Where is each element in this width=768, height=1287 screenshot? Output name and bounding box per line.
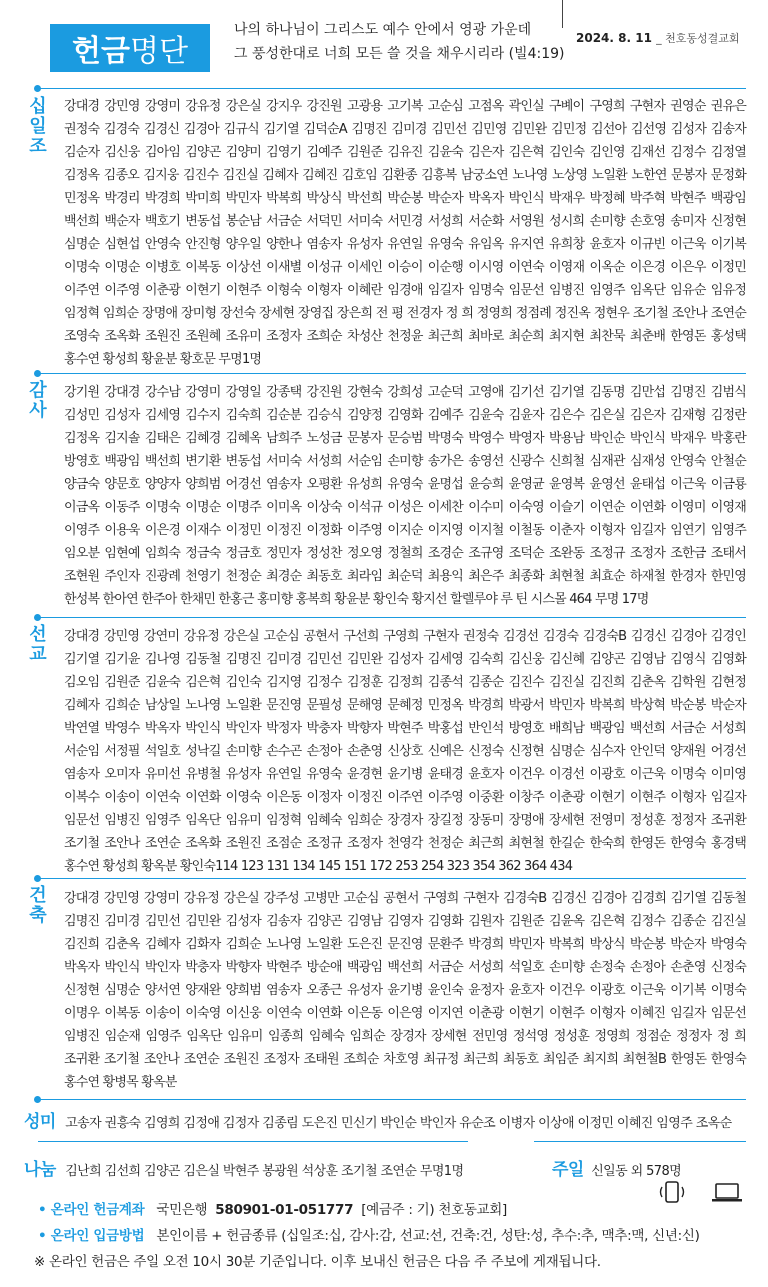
sunday-divider (534, 1141, 746, 1142)
online-method-text: 본인이름 + 헌금종류 (십일조:십, 감사:감, 선교:선, 건축:건, 성탄:성, 추수:추, 맥추:맥, 신년:신) (156, 1228, 700, 1244)
section-divider (38, 88, 746, 89)
header-divider (562, 0, 563, 28)
page-title-bold: 헌금 (72, 34, 130, 69)
sharing-title: 나눔 (24, 1160, 56, 1180)
section-divider (38, 1099, 746, 1100)
holy-rice-names: 고송자 권흥숙 김영희 김정애 김정자 김종림 도은진 민신기 박인순 박인자 유순조 이병자 이상애 이정민 이혜진 임영주 조옥순 (65, 1116, 732, 1131)
laptop-icon (710, 1180, 744, 1208)
building-section-title: 건 축 (29, 885, 47, 926)
online-notice: ※ 온라인 헌금은 주일 오전 10시 30분 기준입니다. 이후 보내신 헌금은 다음 주 주보에 게재됩니다. (34, 1254, 601, 1270)
online-account-row (38, 1198, 507, 1218)
mission-section-title: 선 교 (29, 624, 47, 665)
sunday-title: 주일 (552, 1160, 584, 1180)
scripture-verse (234, 18, 564, 66)
building-names: 강대경 강민영 강영미 강유정 강은실 강주성 고병만 고순심 공현서 구영희 구현자 김경숙B 김경신 김경아 김경희 김기열 김동철 김명진 김미경 김민선 김민완 김성자 김송자 김양곤 김영남 김영자 김영화 김원자 김원준 김윤옥 김은혁 김정수 김종순 김진실 김진희 김춘옥 김혜자 김화자 김희순 노나영 노일환 도은진 문진영 문환주 박경희 박민자 박복희 박상식 박순봉 박순자 박영숙 박옥자 박인식 박인자 박충자 박향자 박현주 방순애 백광임 백선희 서금순 서성희 석일호 손미향 손정숙 손정아 손춘영 신정숙 신정현 심명순 양서연 양재완 양희범 염송자 오종근 유성자 윤기병 윤인숙 윤정자 윤호자 이건우 이광호 이근욱 이기복 이명숙 이명우 이복동 이송이 이숙영 이신웅 이연숙 이연화 이은동 이은영 이지연 이춘광 이현기 이현주 이형자 이혜진 임길자 임문선 임병진 임순재 임영주 임옥단 임유미 임종희 임혜숙 임희순 장경자 장세현 전민영 정석영 정성훈 정영희 정점순 정정자 정 희 조귀환 조기철 조안나 조연순 조원진 조정자 조태원 조희순 차호영 최규정 최근희 최동호 최임준 최지희 최현철B 한영돈 한영숙 홍수연 황병목 황옥분 (64, 891, 746, 1090)
sharing-names: 김난희 김선희 김양곤 김은실 박현주 봉광원 석상훈 조기철 조연순 무명1명 (65, 1164, 464, 1179)
online-method-label: • 온라인 입금방법 (38, 1228, 145, 1244)
page-title (50, 24, 210, 72)
tithe-names: 강대경 강민영 강영미 강유정 강은실 강지우 강진원 고광용 고기복 고순심 고점옥 곽인실 구볘이 구영희 구현자 권영순 권유은 권정숙 김경숙 김경신 김경아 김규식 김기열 김덕순A 김명진 김미경 김민선 김민영 김민완 김민정 김선아 김선영 김성자 김송자 김순자 김신웅 김아임 김양곤 김양미 김영기 김예주 김원준 김유진 김윤숙 김은자 김은혁 김인숙 김인영 김재선 김정수 김정열 김정옥 김종오 김지웅 김진수 김진실 김혜자 김혜진 김호임 김환종 김흥복 남궁소연 노나영 노상영 노일환 노한연 문봉자 문정화 민정옥 박경리 박경희 박미희 박민자 박복희 박상식 박선희 박순봉 박순자 박옥자 박인식 박재우 박정혜 박주혁 박현주 백광임 백선희 백순자 백호기 변동섭 봉순남 서금순 서덕민 서미숙 서민경 서성희 서순화 서영원 성시희 손미향 손호영 송미자 신정현 심명순 심현섭 안영숙 안진형 양우일 양한나 염송자 유성자 유연일 유영숙 유임옥 유지연 유희창 윤호자 이규빈 이근욱 이기복 이명숙 이명순 이병호 이복동 이상선 이새별 이성규 이세인 이승이 이순행 이시영 이연숙 이영재 이옥순 이은경 이은우 이정민 이주연 이주영 이춘광 이현기 이현주 이형숙 이형자 이혜란 임경애 임길자 임명숙 임문선 임병진 임영주 임옥단 임유순 임유정 임정혁 임희순 장명애 장미형 장선숙 장세현 장영집 장은희 전 평 전경자 정 희 정영희 정점례 정진옥 정현우 조기철 조안나 조연순 조영숙 조옥화 조원진 조원혜 조유미 조정자 조희순 차성산 천정윤 최근희 최바로 최순희 최지현 최찬묵 최춘배 한영돈 홍성택 홍수연 황성희 황윤분 황호문 무명1명 (64, 99, 746, 367)
section-divider (38, 373, 746, 374)
thanks-section-title: 감 사 (29, 380, 47, 421)
section-divider (38, 617, 746, 618)
bulletin-date: 2024. 8. 11 _ 천호동성결교회 (576, 31, 740, 45)
holy-rice-title: 성미 (24, 1112, 56, 1132)
holy-rice-row (24, 1107, 732, 1132)
verse-line-1: 나의 하나님이 그리스도 예수 안에서 영광 가운데 (234, 22, 532, 38)
sunday-row (552, 1155, 681, 1180)
account-bank: 국민은행 (156, 1202, 208, 1218)
sharing-row (24, 1155, 463, 1180)
sunday-value: 신일동 외 578명 (591, 1164, 682, 1179)
account-number: 580901-01-051777 (215, 1202, 354, 1218)
tithe-section-title: 십 일 조 (29, 96, 47, 157)
thanks-names: 강기원 강대경 강수남 강영미 강영일 강종택 강진원 강현숙 강희성 고순덕 고영애 김기선 김기열 김동명 김만섭 김명진 김범식 김성민 김성자 김세영 김수지 김숙희 김순분 김승식 김양정 김영화 김예주 김윤숙 김윤자 김은수 김은실 김은자 김재형 김정란 김정옥 김지솔 김태은 김혜경 김혜옥 남희주 노성금 문봉자 문승범 박명숙 박영수 박영자 박용남 박인순 박인식 박재우 박홍란 방영호 백광임 백선희 변기환 변동섭 서미숙 서성희 서순임 손미향 송가은 송영선 신광수 신희철 심재관 심재성 안영숙 안철순 양금숙 양문호 양양자 양희범 어경선 염송자 오평환 유성희 유영숙 윤명섭 윤승희 윤영균 윤영복 윤영선 윤태섭 이근욱 이금룡 이금옥 이동주 이명숙 이명순 이명주 이미옥 이상숙 이석규 이성은 이세찬 이수미 이숙영 이슬기 이연순 이연화 이영미 이영재 이영주 이용욱 이은경 이재수 이정민 이정진 이정화 이주영 이지순 이지영 이지철 이철동 이춘자 이형자 임길자 임연기 임영주 임오분 임현예 임희숙 정금숙 정금호 정민자 정성찬 정오영 정철희 조경순 조규영 조덕순 조완동 조정규 조정자 조한금 조태서 조현원 주인자 진광례 천영기 천정순 최경순 최동호 최라임 최순덕 최용익 최은주 최종화 최현철 최효순 하재철 한경자 한민영 한성복 한아연 한주아 한채민 한홍근 홍미향 홍복희 황윤분 황인숙 황지선 할렐루야 루 틴 시스몰 464 무명 17명 (64, 385, 746, 607)
phone-icon (654, 1180, 690, 1208)
date-text: 2024. 8. 11 (576, 31, 652, 45)
account-holder: [예금주 : 기) 천호동교회] (361, 1202, 508, 1218)
section-divider (38, 878, 746, 879)
church-name: 천호동성결교회 (665, 32, 740, 45)
page-title-thin: 명단 (130, 34, 188, 69)
contact-icons (654, 1180, 744, 1208)
verse-line-2: 그 풍성한대로 너희 모든 쓸 것을 채우시리라 (빌4:19) (234, 46, 565, 62)
online-account-label: • 온라인 헌금계좌 (38, 1202, 145, 1218)
mission-names: 강대경 강민영 강연미 강유정 강은실 고순심 공현서 구선희 구영희 구현자 권정숙 김경선 김경숙 김경숙B 김경신 김경아 김경인 김기열 김기윤 김나영 김동철 김명진 김미경 김민선 김민완 김성자 김세영 김숙희 김신웅 김신혜 김양곤 김영남 김영식 김영화 김오임 김원준 김윤숙 김은혁 김인숙 김지영 김정수 김정훈 김정희 김종석 김종순 김진수 김진실 김진희 김춘옥 김학원 김현정 김혜자 김희순 남상일 노나영 노일환 문진영 문필성 문해영 문혜정 민정옥 박경희 박광서 박민자 박복희 박상혁 박순봉 박순자 박연열 박영수 박옥자 박인식 박인자 박정자 박충자 박향자 박현주 박홍섭 반인석 방영호 배희남 백광임 백선희 서금순 서성희 서순임 서정필 석일호 성낙길 손미향 손수곤 손정아 손춘영 신상호 신예은 신정숙 신정현 심명순 심수자 안인덕 양재원 어경선 염송자 오미자 유미선 유병철 유성자 유연일 유영숙 윤경현 윤기병 윤태경 윤호자 이건우 이경선 이광호 이근욱 이명숙 이미영 이복수 이송이 이연숙 이연화 이영숙 이은동 이정자 이정진 이주연 이주영 이중환 이창주 이춘광 이현기 이현주 이형자 임길자 임문선 임병진 임영주 임옥단 임유미 임정혁 임혜숙 임희순 장경자 장길정 장동미 장명애 장세현 전영미 정성훈 정정자 조귀환 조기철 조안나 조연순 조옥화 조원진 조점순 조정규 조정자 천영각 천정순 최근희 최현철 한길순 한숙희 한영돈 한영숙 홍경택 홍수연 황성희 황옥분 황인숙114 123 131 134 145 151 172 253 254 323 354 362 364 434 (64, 629, 746, 874)
sharing-divider (38, 1141, 468, 1142)
online-method-row (38, 1224, 700, 1244)
